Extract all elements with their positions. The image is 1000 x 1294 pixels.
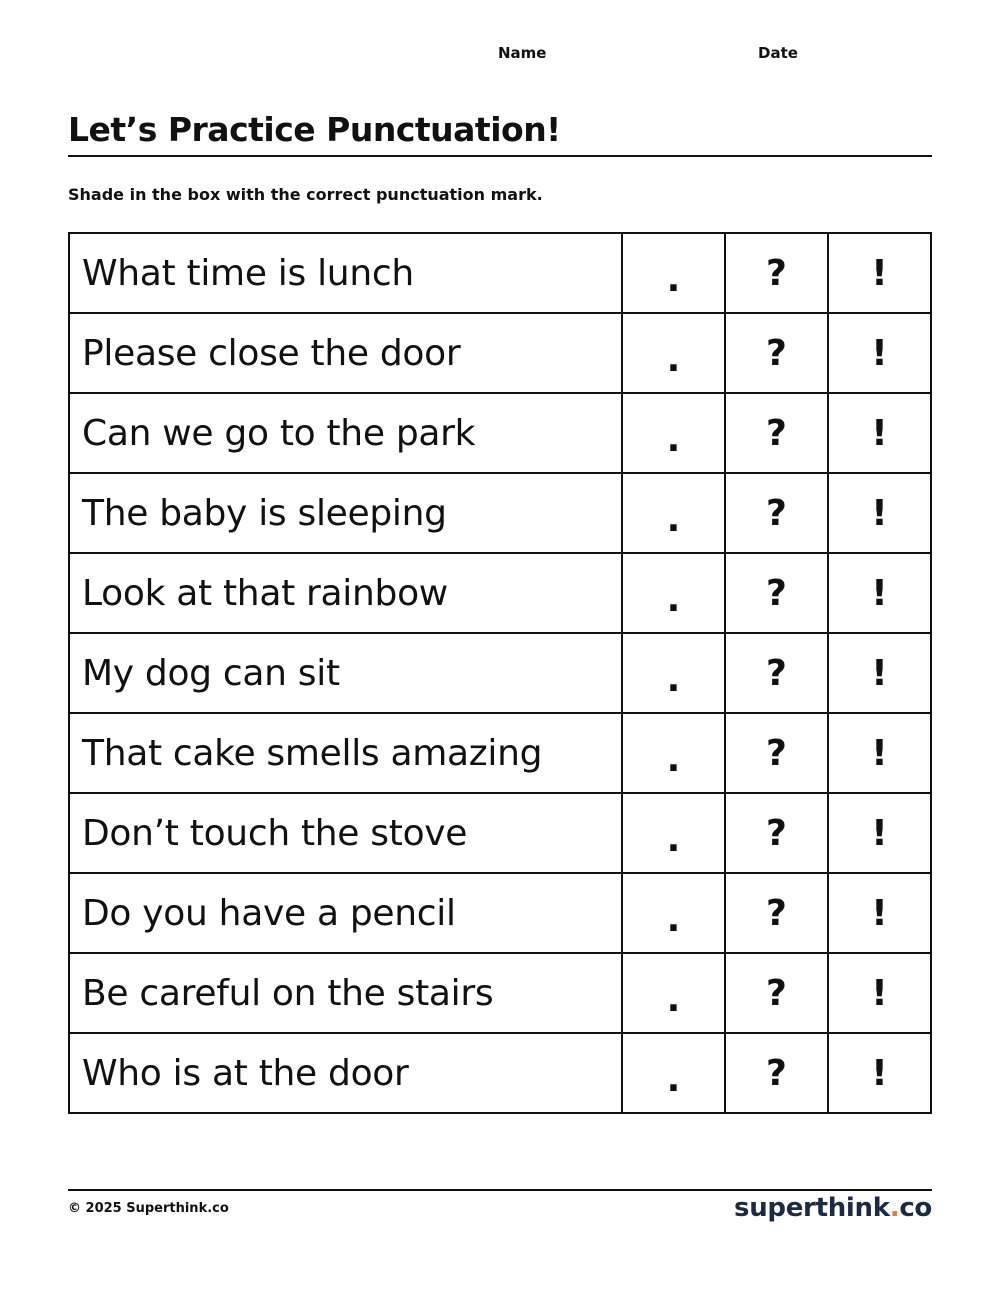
table-body (69, 233, 931, 1113)
footer-divider (68, 1189, 932, 1191)
brand-dot: . (889, 1193, 900, 1223)
question-mark-box[interactable] (725, 473, 828, 553)
exclamation-mark: ! (871, 492, 888, 534)
question-mark-box[interactable] (725, 873, 828, 953)
exclamation-mark-box[interactable] (828, 793, 931, 873)
period-mark: . (666, 818, 681, 860)
table-row (69, 553, 931, 633)
exclamation-mark: ! (871, 1052, 888, 1094)
exclamation-mark: ! (871, 812, 888, 854)
sentence-cell: Do you have a pencil (69, 873, 622, 953)
sentence-cell: Look at that rainbow (69, 553, 622, 633)
punctuation-table (68, 232, 932, 1114)
exclamation-mark: ! (871, 412, 888, 454)
exclamation-mark-box[interactable] (828, 313, 931, 393)
period-box[interactable] (622, 233, 725, 313)
instructions-text: Shade in the box with the correct punctuation mark. (68, 185, 543, 204)
period-box[interactable] (622, 953, 725, 1033)
period-mark: . (666, 418, 681, 460)
period-box[interactable] (622, 393, 725, 473)
table-row (69, 873, 931, 953)
question-mark: ? (766, 412, 787, 454)
sentence-cell: Be careful on the stairs (69, 953, 622, 1033)
exclamation-mark-box[interactable] (828, 713, 931, 793)
exclamation-mark: ! (871, 972, 888, 1014)
exclamation-mark-box[interactable] (828, 233, 931, 313)
question-mark-box[interactable] (725, 233, 828, 313)
superthink-logo (734, 1193, 932, 1223)
exclamation-mark-box[interactable] (828, 873, 931, 953)
period-box[interactable] (622, 873, 725, 953)
period-mark: . (666, 498, 681, 540)
period-box[interactable] (622, 473, 725, 553)
table-row (69, 793, 931, 873)
copyright-text: © 2025 Superthink.co (68, 1201, 229, 1216)
title-divider (68, 155, 932, 157)
exclamation-mark: ! (871, 732, 888, 774)
sentence-cell: My dog can sit (69, 633, 622, 713)
exclamation-mark: ! (871, 252, 888, 294)
name-label: Name (498, 44, 547, 62)
question-mark-box[interactable] (725, 393, 828, 473)
question-mark-box[interactable] (725, 713, 828, 793)
period-mark: . (666, 258, 681, 300)
exclamation-mark-box[interactable] (828, 553, 931, 633)
question-mark: ? (766, 572, 787, 614)
brand-tld: co (899, 1193, 932, 1223)
question-mark-box[interactable] (725, 953, 828, 1033)
question-mark: ? (766, 812, 787, 854)
question-mark-box[interactable] (725, 793, 828, 873)
period-box[interactable] (622, 713, 725, 793)
exclamation-mark-box[interactable] (828, 393, 931, 473)
table-row (69, 233, 931, 313)
exclamation-mark: ! (871, 572, 888, 614)
brand-name: superthink (734, 1193, 890, 1223)
table-row (69, 313, 931, 393)
period-mark: . (666, 738, 681, 780)
period-box[interactable] (622, 793, 725, 873)
period-box[interactable] (622, 1033, 725, 1113)
question-mark: ? (766, 252, 787, 294)
sentence-cell: Can we go to the park (69, 393, 622, 473)
sentence-cell: Please close the door (69, 313, 622, 393)
sentence-cell: That cake smells amazing (69, 713, 622, 793)
question-mark-box[interactable] (725, 553, 828, 633)
period-mark: . (666, 658, 681, 700)
table-row (69, 713, 931, 793)
sentence-cell: Don’t touch the stove (69, 793, 622, 873)
exclamation-mark: ! (871, 892, 888, 934)
table-row (69, 393, 931, 473)
period-mark: . (666, 578, 681, 620)
sentence-cell: Who is at the door (69, 1033, 622, 1113)
exclamation-mark: ! (871, 652, 888, 694)
sentence-cell: The baby is sleeping (69, 473, 622, 553)
table-row (69, 473, 931, 553)
question-mark-box[interactable] (725, 313, 828, 393)
table-row (69, 953, 931, 1033)
exclamation-mark-box[interactable] (828, 953, 931, 1033)
sentence-cell: What time is lunch (69, 233, 622, 313)
exclamation-mark: ! (871, 332, 888, 374)
period-mark: . (666, 898, 681, 940)
period-mark: . (666, 338, 681, 380)
question-mark: ? (766, 732, 787, 774)
page-title: Let’s Practice Punctuation! (68, 110, 561, 149)
question-mark: ? (766, 972, 787, 1014)
question-mark-box[interactable] (725, 633, 828, 713)
question-mark-box[interactable] (725, 1033, 828, 1113)
exclamation-mark-box[interactable] (828, 633, 931, 713)
question-mark: ? (766, 492, 787, 534)
date-label: Date (758, 44, 798, 62)
question-mark: ? (766, 332, 787, 374)
period-box[interactable] (622, 633, 725, 713)
period-box[interactable] (622, 553, 725, 633)
exclamation-mark-box[interactable] (828, 1033, 931, 1113)
period-mark: . (666, 1058, 681, 1100)
question-mark: ? (766, 652, 787, 694)
period-box[interactable] (622, 313, 725, 393)
table-row (69, 633, 931, 713)
exclamation-mark-box[interactable] (828, 473, 931, 553)
table-row (69, 1033, 931, 1113)
question-mark: ? (766, 892, 787, 934)
question-mark: ? (766, 1052, 787, 1094)
period-mark: . (666, 978, 681, 1020)
